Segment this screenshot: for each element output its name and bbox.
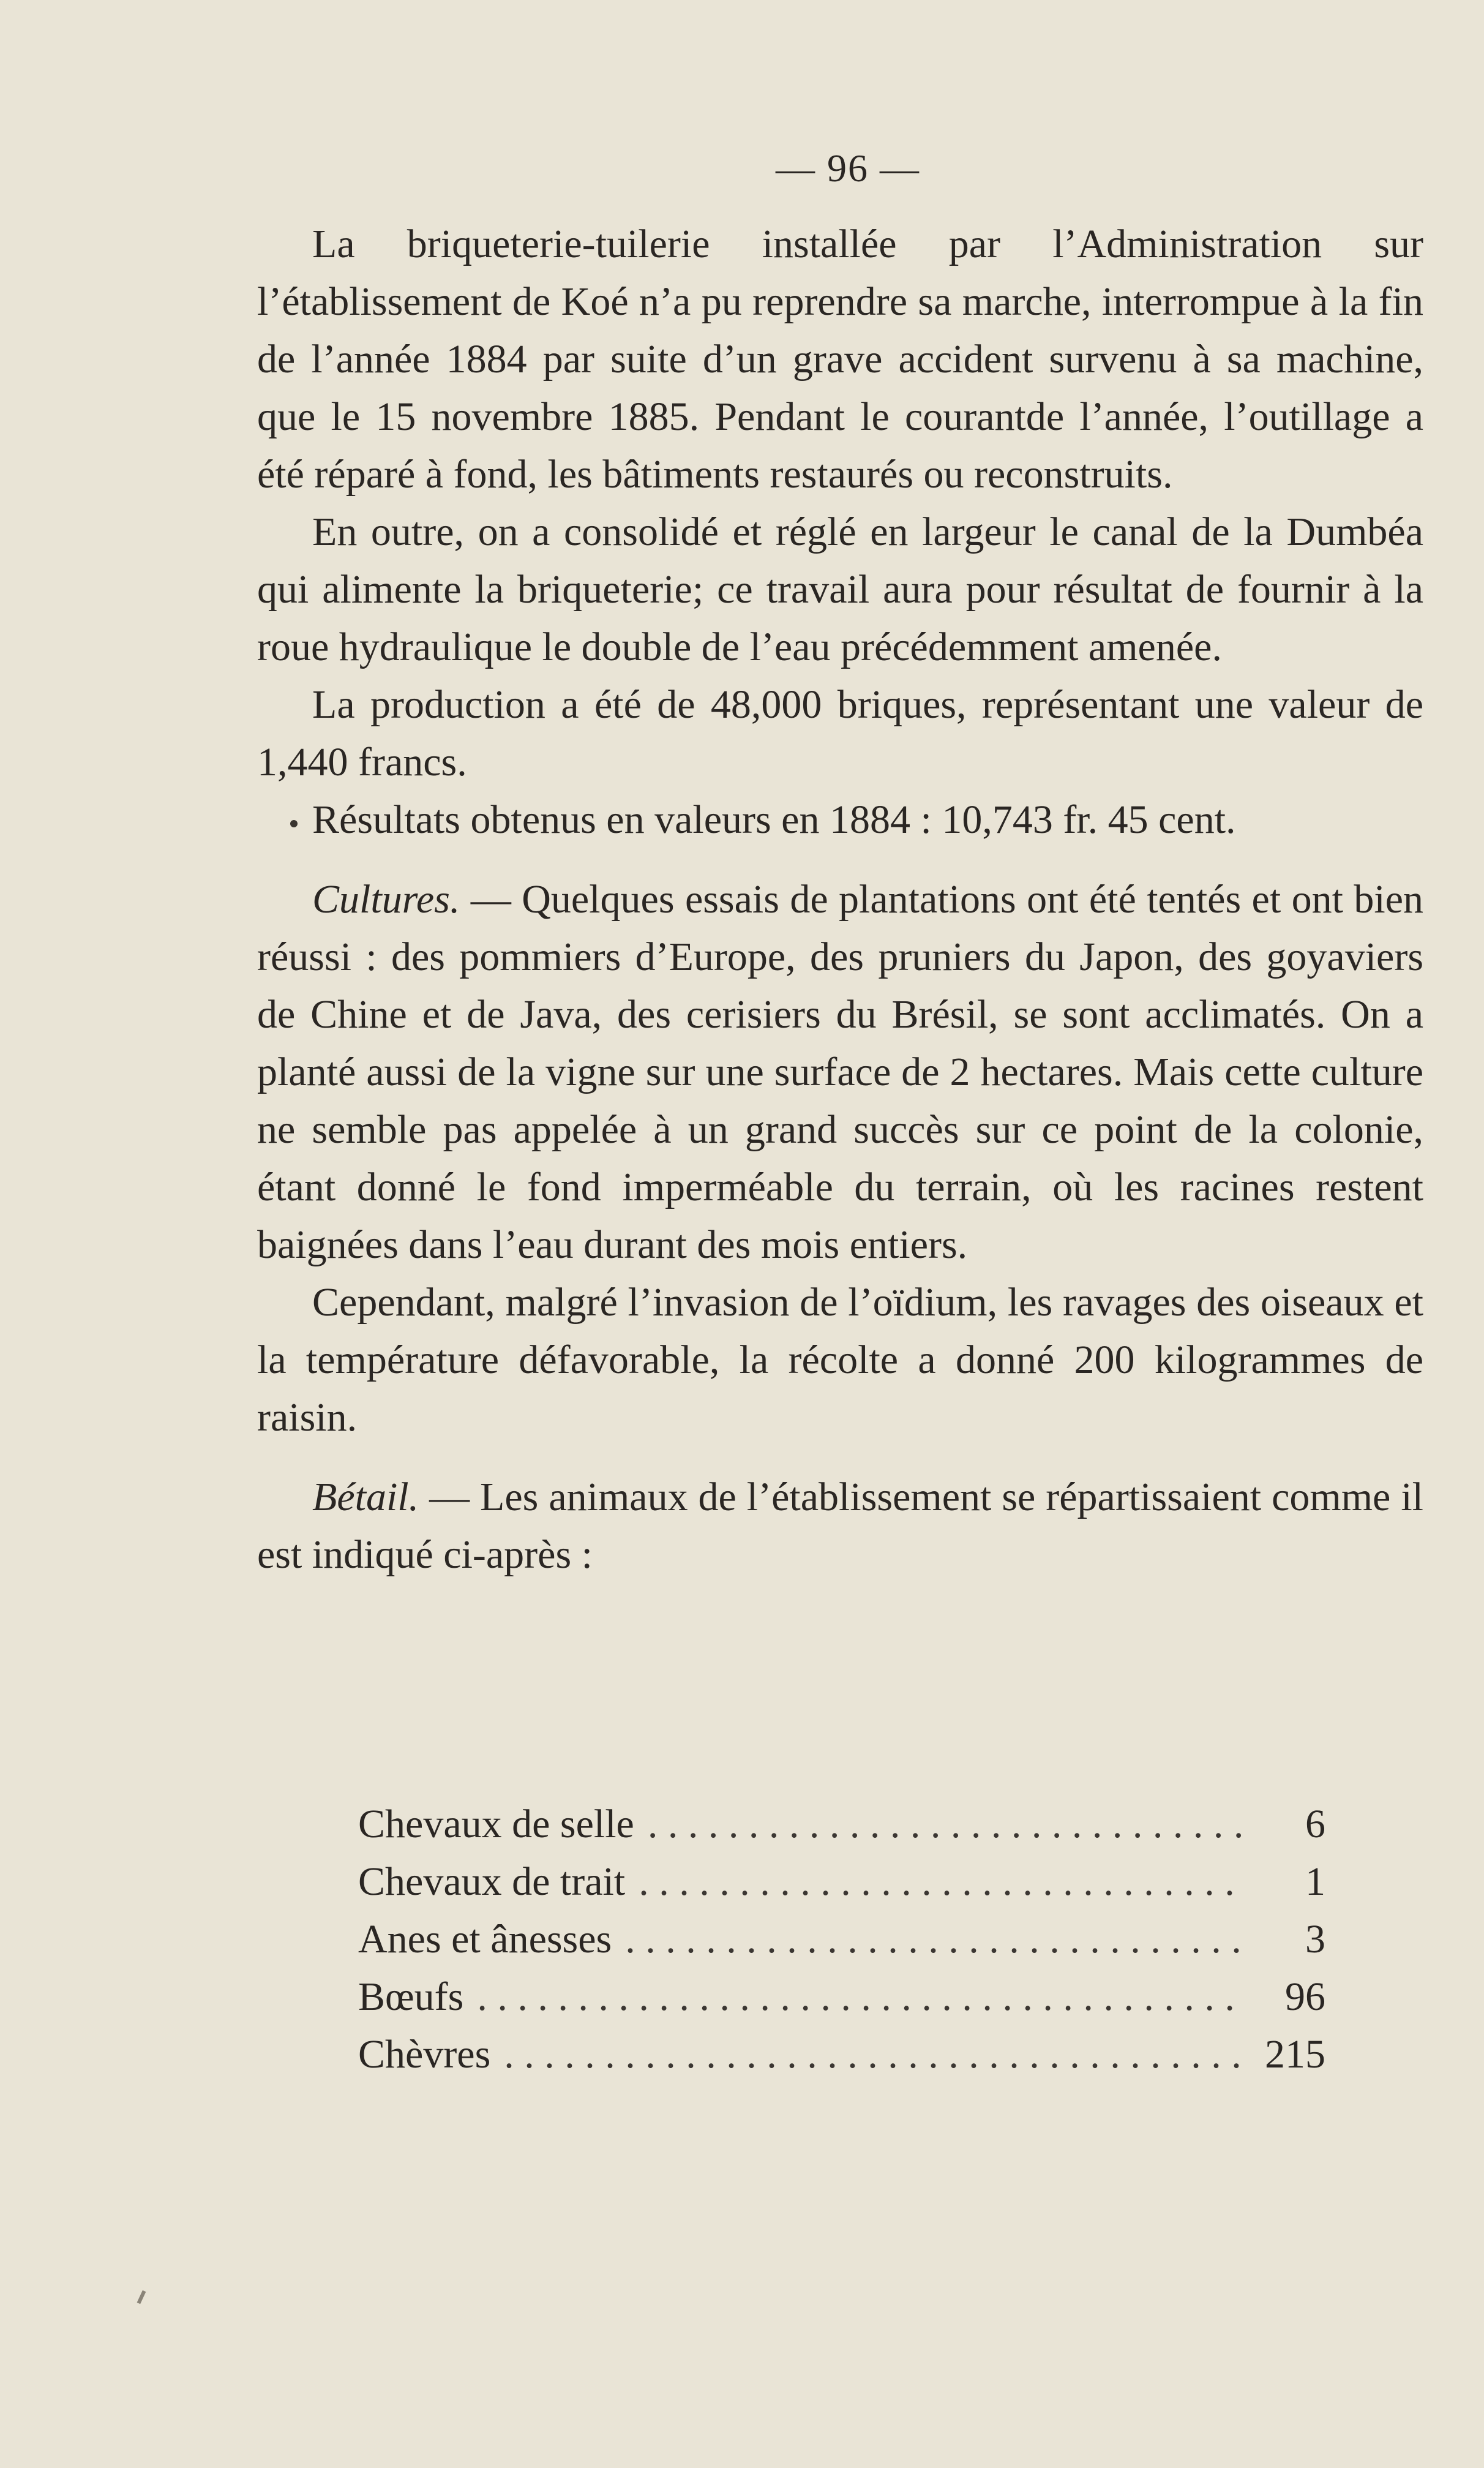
dot-leader xyxy=(477,1968,1245,2026)
paragraph-cultures-2: Cependant, malgré l’invasion de l’oïdium, les ravages des oiseaux et la température défavorable, la récolte a donné 200 kilogrammes de raisin. xyxy=(257,1280,1423,1440)
paragraph-canal: En outre, on a consolidé et réglé en largeur le canal de la Dumbéa qui alimente la briqueterie; ce travail aura pour résultat de fournir à la roue hydraulique le double de l’eau précédemment amenée. xyxy=(257,510,1423,669)
list-item-label: Chevaux de trait xyxy=(358,1859,626,1904)
resultats-text: Résultats obtenus en valeurs en 1884 : 10,743 fr. 45 cent. xyxy=(312,797,1236,842)
list-item-label: Anes et ânesses xyxy=(358,1917,612,1962)
list-item-label: Chevaux de selle xyxy=(358,1802,634,1846)
list-item-value: 96 xyxy=(1285,1974,1325,2019)
list-item-value: 6 xyxy=(1305,1802,1325,1846)
list-item-value: 3 xyxy=(1305,1917,1325,1962)
section-gap xyxy=(257,849,1423,871)
page-number: — 96 — xyxy=(776,146,920,190)
list-item xyxy=(358,2026,1325,2083)
dot-leader xyxy=(504,2026,1245,2083)
list-item xyxy=(358,1853,1325,1911)
cultures-text: — Quelques essais de plantations ont été tentés et ont bien réussi : des pommiers d’Europe, des pruniers du Japon, des goyaviers de Chine et de Java, des cerisiers du Brésil, se sont acclimatés. On a planté aussi de la vigne sur une surface de 2 hectares. Mais cette culture ne semble pas appelée à un grand succès sur ce point de la colonie, étant donné le fond imperméable du terrain, où les racines restent baignées dans l’eau durant des mois entiers. xyxy=(257,877,1423,1267)
body-text xyxy=(257,216,1423,1584)
livestock-list xyxy=(358,1796,1325,2083)
list-item xyxy=(358,1911,1325,1968)
list-item-label: Chèvres xyxy=(358,2032,491,2077)
bullet-mark xyxy=(290,820,298,827)
dot-leader xyxy=(648,1796,1245,1853)
stray-ink-mark xyxy=(137,2290,146,2304)
dot-leader xyxy=(639,1853,1245,1911)
paragraph-betail xyxy=(257,1469,1423,1584)
list-item-value: 1 xyxy=(1305,1859,1325,1904)
betail-heading: Bétail. xyxy=(312,1475,419,1519)
paragraph-briqueterie: La briqueterie-tuilerie installée par l’Administration sur l’établissement de Koé n’a pu reprendre sa marche, interrompue à la fin de l’année 1884 par suite d’un grave accident survenu à sa machine, que le 15 novembre 1885. Pendant le courantde l’année, l’outillage a été réparé à fond, les bâtiments restaurés ou reconstruits. xyxy=(257,222,1423,497)
paragraph-production: La production a été de 48,000 briques, représentant une valeur de 1,440 francs. xyxy=(257,682,1423,784)
list-item-label: Bœufs xyxy=(358,1974,464,2019)
list-item-value: 215 xyxy=(1265,2032,1325,2077)
list-item xyxy=(358,1796,1325,1853)
dot-leader xyxy=(625,1911,1245,1968)
paragraph-resultats xyxy=(257,791,1423,849)
cultures-heading: Cultures. xyxy=(312,877,460,922)
paragraph-cultures xyxy=(257,871,1423,1274)
section-gap xyxy=(257,1447,1423,1469)
betail-text: — Les animaux de l’établissement se répartissaient comme il est indiqué ci-après : xyxy=(257,1475,1423,1577)
list-item xyxy=(358,1968,1325,2026)
